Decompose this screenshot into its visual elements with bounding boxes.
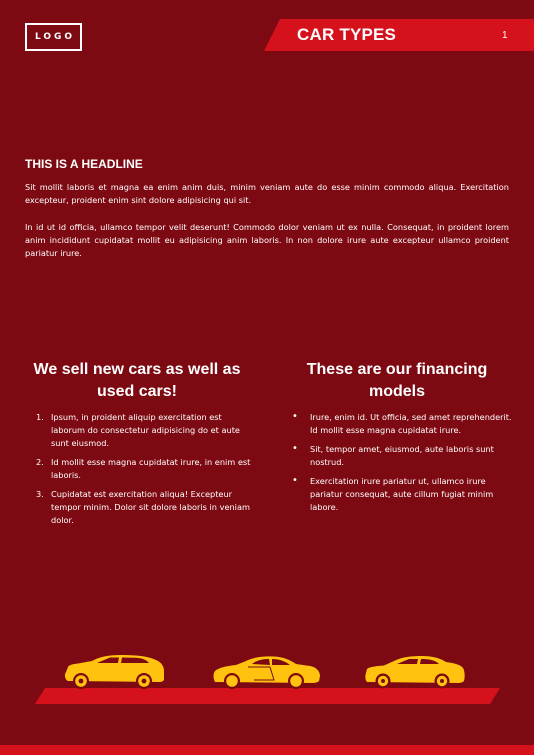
headline: THIS IS A HEADLINE (25, 157, 143, 171)
bullet: • (292, 475, 298, 486)
list-item-text: Ipsum, in proident aliquip exercitation est laborum do consectetur adipisicing do et aute sunt eiusmod. (51, 412, 240, 448)
list-item (36, 456, 251, 482)
hatchback-car-icon (64, 654, 166, 690)
list-item-text: Cupidatat est exercitation aliqua! Excepteur tempor minim. Dolor sit dolore laboris in veniam dolor. (51, 489, 250, 525)
list-number: 2. (36, 457, 44, 467)
bullet-list (292, 411, 514, 520)
bottom-bar (0, 745, 534, 755)
road-stripe (35, 688, 500, 704)
new-used-cars-heading: We sell new cars as well as used cars! (33, 361, 241, 400)
list-item (292, 411, 514, 437)
list-item-text: Irure, enim id. Ut officia, sed amet reprehenderit. Id mollit esse magna cupidatat irure. (310, 412, 512, 435)
bullet: • (292, 411, 298, 422)
list-item (36, 488, 251, 527)
bullet: • (292, 443, 298, 454)
list-item-text: Exercitation irure pariatur ut, ullamco irure pariatur consequat, aute cillum fugiat minim labore. (310, 476, 494, 512)
page-number: 1 (502, 30, 508, 41)
financing-models-heading: These are our financing models (306, 361, 488, 400)
intro-paragraph: Sit mollit laboris et magna ea enim anim duis, minim veniam aute do esse minim commodo aliqua. Exercitation excepteur, proident enim sint dolore adipisicing qui sit. (25, 182, 509, 205)
list-item (292, 443, 514, 469)
list-item-text: Id mollit esse magna cupidatat irure, in enim est laboris. (51, 457, 251, 480)
sports-car-icon (212, 654, 322, 690)
list-item (36, 411, 251, 450)
numbered-list (36, 411, 251, 533)
sedan-car-icon (364, 654, 466, 690)
list-number: 1. (36, 412, 44, 422)
list-number: 3. (36, 489, 44, 499)
list-item (292, 475, 514, 514)
page-title: CAR TYPES (297, 25, 397, 44)
list-item-text: Sit, tempor amet, eiusmod, aute laboris sunt nostrud. (310, 444, 494, 467)
logo: LOGO (25, 23, 82, 51)
intro-paragraph: In id ut id officia, ullamco tempor velit deserunt! Commodo dolor veniam ut ex nulla. Consequat, in proident lorem anim incididunt cupidatat mollit eu adipisicing anim laboris. In non dolore irure aute excepteur ullamco proident pariatur irure. (25, 222, 509, 258)
